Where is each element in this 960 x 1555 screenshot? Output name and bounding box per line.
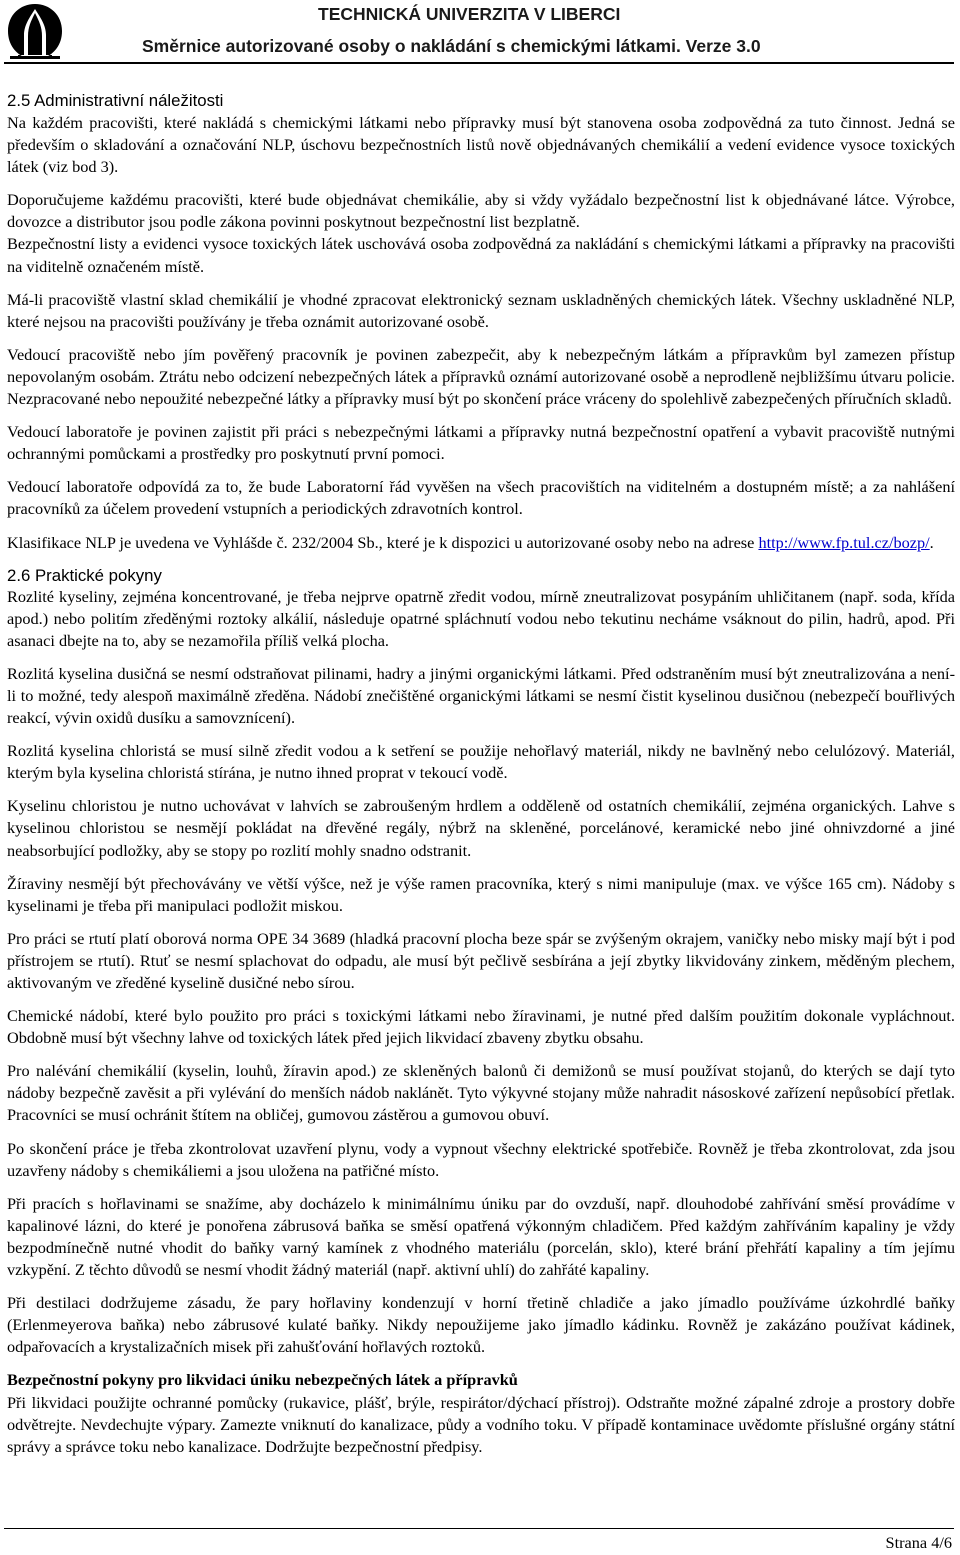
paragraph xyxy=(7,532,955,554)
paragraph: Při likvidaci použijte ochranné pomůcky (rukavice, plášť, brýle, respirátor/dýchací přístroj). Odstraňte možné zápalné zdroje a prostory dobře odvětrejte. Nevdechujte výpary. Zamezte vniknutí do kanalizace, půdy a vodního toku. V případě kontaminace uvědomte příslušné orgány státní správy a správce toku nebo kanalizace. Dodržujte bezpečnostní předpisy. xyxy=(7,1392,955,1456)
paragraph: Na každém pracovišti, které nakládá s chemickými látkami nebo přípravky musí být stanovena osoba zodpovědná za tuto činnost. Jedná se především o skladování a označování NLP, úschovu bezpečnostních listů nově objednávaných chemikálií a vedení evidence vysoce toxických látek (viz bod 3). xyxy=(7,113,955,177)
paragraph: Vedoucí laboratoře je povinen zajistit při práci s nebezpečnými látkami a přípravky nutná bezpečnostní opatření a vybavit pracoviště nutnými ochrannými pomůckami a prostředky pro poskytnutí první pomoci. xyxy=(7,422,955,464)
paragraph-text: Klasifikace NLP je uvedena ve Vyhlášde č. 232/2004 Sb., které je k dispozici u autorizované osoby nebo na adrese xyxy=(7,532,759,552)
section-heading-2-6: 2.6 Praktické pokyny xyxy=(7,565,162,585)
paragraph: Bezpečnostní listy a evidenci vysoce toxických látek uschovává osoba zodpovědná za nakládání s chemickými látkami a přípravky na pracovišti na viditelně označeném místě. xyxy=(7,234,955,276)
paragraph: Žíraviny nesmějí být přechovávány ve větší výšce, než je výše ramen pracovníka, který s nimi manipuluje (max. ve výšce 165 cm). Nádoby s kyselinami je třeba při manipulaci podložit miskou. xyxy=(7,873,955,915)
tul-logo-icon xyxy=(4,3,66,60)
paragraph: Pro nalévání chemikálií (kyselin, louhů, žíravin apod.) ze skleněných balonů či demižonů se musí používat stojanů, do kterých se dají tyto nádoby bezpečně zavěsit a při vylévání do menších nádob naklánět. Tyto výkyvné stojany může nahradit násoskové zařízení nepůsobící přetlak. Pracovníci se musí ochránit štítem na obličej, gumovou zástěrou a gumovou obuví. xyxy=(7,1061,955,1125)
paragraph: Při pracích s hořlavinami se snažíme, aby docházelo k minimálnímu úniku par do ovzduší, např. dlouhodobé zahřívání směsí provádíme v kapalinové lázni, do které je ponořena zábrusová baňka se směsí opatřená výkonným chladičem. Před každým zahříváním kapaliny je vždy bezpodmínečně nutné vhodit do baňky varný kamínek z vhodného materiálu (porcelán, sklo), které brání přehřátí kapaliny a tím jejímu vzkypění. Z těchto důvodů se nesmí vhodit žádný materiál (např. aktivní uhlí) do zahřáté kapaliny. xyxy=(7,1193,955,1280)
paragraph: Vedoucí pracoviště nebo jím pověřený pracovník je povinen zabezpečit, aby k nebezpečným látkám a přípravkům byl zamezen přístup nepovolaným osobám. Ztrátu nebo odcizení nebezpečných látek a přípravků oznámí autorizované osobě a neprodleně nejbližšímu útvaru policie. Nezpracované nebo nepoužité nebezpečné látky a přípravky musí být po skončení práce vráceny do spolehlivě zabezpečených příručních skladů. xyxy=(7,344,955,409)
document-body xyxy=(7,91,955,1469)
paragraph: Chemické nádobí, které bylo použito pro práci s toxickými látkami nebo žíravinami, je nutné před dalším použitím dokonale vypláchnout. Obdobně musí být všechny lahve od toxických látek před jejich likvidací zbaveny zbytku obsahu. xyxy=(7,1006,955,1048)
page-number: Strana 4/6 xyxy=(885,1533,952,1552)
footer-divider xyxy=(4,1528,954,1529)
subsection-heading: Bezpečnostní pokyny pro likvidaci úniku nebezpečných látek a přípravků xyxy=(7,1370,518,1390)
paragraph: Rozlité kyseliny, zejména koncentrované, je třeba nejprve opatrně zředit vodou, mírně zneutralizovat posypáním uhličitanem (např. soda, křída apod.) nebo politím zředěnými roztoky alkálií, následuje opatrné spláchnutí vodou nebo tekutinu necháme vsáknout do pilin, hadrů, apod. Při asanaci dbejte na to, aby se nezamořila příliš velká plocha. xyxy=(7,586,955,650)
paragraph: Rozlitá kyselina dusičná se nesmí odstraňovat pilinami, hadry a jinými organickými látkami. Před odstraněním musí být zneutralizována a není-li to možné, tedy alespoň maximálně zředěna. Nádobí znečištěné organickými látkami se nesmí čistit kyselinou dusičnou (nebezpečí bouřlivých reakcí, vývin oxidů dusíku a samovznícení). xyxy=(7,663,955,728)
bozp-link[interactable]: http://www.fp.tul.cz/bozp/ xyxy=(758,532,930,552)
document-title: Směrnice autorizované osoby o nakládání s chemickými látkami. Verze 3.0 xyxy=(142,36,761,56)
paragraph: Rozlitá kyselina chloristá se musí silně zředit vodou a k setření se použije nehořlavý materiál, nikdy ne bavlněný nebo celulózový. Materiál, kterým byla kyselina chloristá stírána, je nutno ihned proprat v tekoucí vodě. xyxy=(7,741,955,783)
paragraph-end: . xyxy=(929,532,934,552)
paragraph: Po skončení práce je třeba zkontrolovat uzavření plynu, vody a vypnout všechny elektrické spotřebiče. Rovněž je třeba zkontrolovat, zda jsou uzavřeny nádoby s chemikáliemi a jsou uložena na patřičné místo. xyxy=(7,1138,955,1180)
paragraph: Vedoucí laboratoře odpovídá za to, že bude Laboratorní řád vyvěšen na všech pracovištích na viditelném a dostupném místě; a za nahlášení pracovníků za účelem provedení vstupních a periodických zdravotních kontrol. xyxy=(7,477,955,519)
paragraph: Má-li pracoviště vlastní sklad chemikálií je vhodné zpracovat elektronický seznam uskladněných chemických látek. Všechny uskladněné NLP, které nejsou na pracovišti používány je třeba oznámit autorizované osobě. xyxy=(7,289,955,331)
paragraph: Při destilaci dodržujeme zásadu, že pary hořlaviny kondenzují v horní třetině chladiče a jako jímadlo používáme úzkohrdlé baňky (Erlenmeyerova baňka) nebo zábrusové kulaté baňky. Nikdy nepoužijeme jako jímadlo kádinku. Rovněž je zakázáno používat kádinek, odpařovacích a krystalizačních misek při zahušťování hořlavých roztoků. xyxy=(7,1293,955,1357)
paragraph: Pro práci se rtutí platí oborová norma OPE 34 3689 (hladká pracovní plocha beze spár se zvýšeným okrajem, vaničky nebo misky mají být i pod přístrojem se rtutí). Rtuť se nesmí splachovat do odpadu, ale musí být pečlivě sesbírána a její zbytky likvidovány zinkem, měděným plechem, aktivovaným ve zředěné kyselině dusičné nebo sírou. xyxy=(7,928,955,992)
section-heading-2-5: 2.5 Administrativní náležitosti xyxy=(7,91,224,110)
paragraph: Kyselinu chloristou je nutno uchovávat v lahvích se zabroušeným hrdlem a odděleně od ostatních chemikálií, zejména organických. Lahve s kyselinou chloristou se nesmějí pokládat na dřevěné regály, nýbrž na skleněné, porcelánové, keramické nebo jiné ohnivzdorné a jiné neabsorbující podložky, aby se stopy po rozlití mohly snadno odstranit. xyxy=(7,796,955,860)
paragraph: Doporučujeme každému pracovišti, které bude objednávat chemikálie, aby si vždy vyžádalo bezpečnostní list k objednávané látce. Výrobce, dovozce a distributor jsou podle zákona povinni poskytnout bezpečnostní list bezplatně. xyxy=(7,190,955,232)
university-name: TECHNICKÁ UNIVERZITA V LIBERCI xyxy=(318,4,621,24)
header-divider xyxy=(4,62,954,64)
